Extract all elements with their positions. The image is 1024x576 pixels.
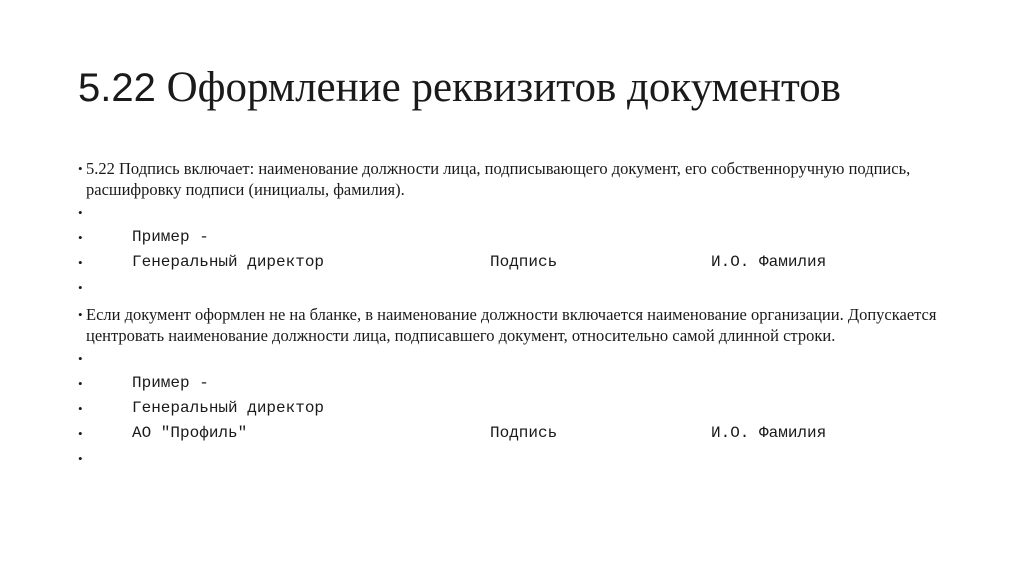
bullet: • xyxy=(78,351,83,366)
example2-position-line xyxy=(78,396,978,421)
position-title: Генеральный директор xyxy=(132,399,325,417)
example1-label-line xyxy=(78,225,978,250)
organization-name: АО "Профиль" xyxy=(132,424,248,442)
example1-signature-line xyxy=(78,250,978,275)
bullet: • xyxy=(78,205,83,220)
empty-bullet-line xyxy=(78,200,978,225)
signature-placeholder: Подпись xyxy=(490,253,558,271)
empty-bullet-line xyxy=(78,346,978,371)
bullet: • xyxy=(78,451,83,466)
example2-label-line xyxy=(78,371,978,396)
bullet: • xyxy=(78,376,83,391)
paragraph-text: Если документ оформлен не на бланке, в наименование должности включается наименование организации. Допускается центровать наименование должности лица, подписавшего документ, относительно самой длинной строки. xyxy=(86,305,937,345)
bullet: • xyxy=(78,161,83,176)
bullet: • xyxy=(78,401,83,416)
bullet: • xyxy=(78,426,83,441)
bullet: • xyxy=(78,307,83,322)
slide-content xyxy=(78,158,978,471)
example-label: Пример - xyxy=(132,228,209,246)
example2-signature-line xyxy=(78,421,978,446)
paragraph-signature-definition xyxy=(78,158,978,200)
paragraph-text: 5.22 Подпись включает: наименование должности лица, подписывающего документ, его собственноручную подпись, расшифровку подписи (инициалы, фамилия). xyxy=(86,159,911,199)
signature-placeholder: Подпись xyxy=(490,424,558,442)
signer-name: И.О. Фамилия xyxy=(711,253,827,271)
position-title: Генеральный директор xyxy=(132,253,325,271)
bullet: • xyxy=(78,255,83,270)
signer-name: И.О. Фамилия xyxy=(711,424,827,442)
empty-bullet-line xyxy=(78,446,978,471)
bullet: • xyxy=(78,230,83,245)
bullet: • xyxy=(78,280,83,295)
title-text: Оформление реквизитов документов xyxy=(166,64,841,111)
title-number: 5.22 xyxy=(78,66,156,110)
slide-title xyxy=(78,62,841,114)
paragraph-organization-rule xyxy=(78,304,978,346)
example-label: Пример - xyxy=(132,374,209,392)
empty-bullet-line xyxy=(78,275,978,300)
